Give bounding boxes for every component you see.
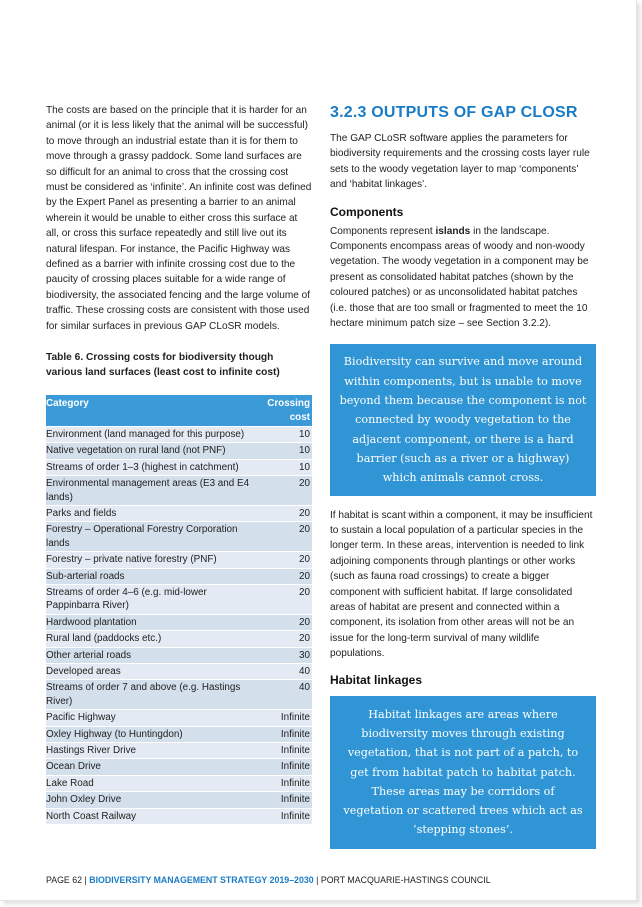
table-row [46, 476, 312, 506]
row-crossing-cost: 10 [258, 426, 312, 442]
row-category: Ocean Drive [46, 759, 258, 775]
row-category: Streams of order 1–3 (highest in catchment) [46, 459, 258, 475]
table-row [46, 614, 312, 630]
table-row [46, 647, 312, 663]
page-number: PAGE 62 [46, 875, 83, 885]
row-category: Pacific Highway [46, 710, 258, 726]
table-row [46, 443, 312, 459]
row-category: Forestry – private native forestry (PNF) [46, 552, 258, 568]
components-text-start: Components represent [330, 225, 436, 237]
row-crossing-cost: Infinite [258, 775, 312, 791]
row-crossing-cost: 40 [258, 664, 312, 680]
row-category: John Oxley Drive [46, 792, 258, 808]
table-row [46, 775, 312, 791]
table-header-row [46, 395, 312, 426]
row-category: Developed areas [46, 664, 258, 680]
table-row [46, 759, 312, 775]
row-crossing-cost: Infinite [258, 759, 312, 775]
components-text-end: in the landscape. Components encompass areas of woody and non-woody vegetation. The woody vegetation in a component may be present as consolidated habitat patches (shown by the coloured patches) or as unconsolidated habitat patches (i.e. those that are too small or fragmented to meet the 10 hectare minimum patch size – see Section 3.2.2). [330, 225, 589, 330]
page-footer [46, 875, 606, 885]
row-category: Other arterial roads [46, 647, 258, 663]
row-crossing-cost: Infinite [258, 743, 312, 759]
components-paragraph-2: If habitat is scant within a component, it may be insufficient to sustain a local population of a particular species in the longer term. In these areas, intervention is needed to link adjoining components through plantings or other works (such as fauna road crossings) to create a bigger component with sufficient habitat. If large consolidated areas of habitat are present and connected within a component, its isolation from other areas will not be an issue for the long-term survival of many wildlife populations. [330, 509, 593, 660]
row-category: Hardwood plantation [46, 614, 258, 630]
left-column [46, 103, 312, 824]
row-crossing-cost: 20 [258, 476, 312, 506]
row-category: Oxley Highway (to Huntingdon) [46, 726, 258, 742]
table-row [46, 631, 312, 647]
right-column [330, 103, 596, 849]
row-category: Forestry – Operational Forestry Corporation lands [46, 522, 258, 552]
row-category: Hastings River Drive [46, 743, 258, 759]
habitat-linkages-callout: Habitat linkages are areas where biodiversity moves through existing vegetation, that is not part of a patch, to get from habitat patch to habitat patch. These areas may be corridors of vegetation or scattered trees which act as ‘stepping stones’. [330, 696, 596, 849]
row-crossing-cost: 20 [258, 631, 312, 647]
intro-paragraph: The costs are based on the principle that it is harder for an animal (or it is less likely that the animal will be successful) to move through an industrial estate than it is for them to move through a grassy paddock. Some land surfaces are so difficult for an animal to cross that the crossing cost must be considered as ‘infinite’. An infinite cost was defined by the Expert Panel as presenting a barrier to an animal wherein it would be unable to either cross this surface at all, or cross this surface repeatedly and still live out its natural lifespan. For instance, the Pacific Highway was defined as a barrier with infinite crossing cost due to the paucity of crossing places suitable for a wide range of biodiversity, the associated fencing and the large volume of traffic. These crossing costs are consistent with those used for similar surfaces in previous GAP CLoSR models. [46, 105, 312, 332]
row-category: North Coast Railway [46, 808, 258, 824]
crossing-costs-table [46, 395, 312, 824]
row-crossing-cost: 20 [258, 568, 312, 584]
components-heading: Components [330, 204, 404, 219]
table-row [46, 568, 312, 584]
row-category: Lake Road [46, 775, 258, 791]
row-category: Sub-arterial roads [46, 568, 258, 584]
table-row [46, 459, 312, 475]
row-category: Native vegetation on rural land (not PNF) [46, 443, 258, 459]
section-heading: 3.2.3 OUTPUTS OF GAP CLOSR [330, 104, 578, 121]
row-category: Environmental management areas (E3 and E4 lands) [46, 476, 258, 506]
footer-separator: | [84, 875, 87, 885]
table-row [46, 743, 312, 759]
table-row [46, 792, 312, 808]
row-crossing-cost: 20 [258, 614, 312, 630]
table-row [46, 584, 312, 614]
row-crossing-cost: 20 [258, 505, 312, 521]
table-row [46, 680, 312, 710]
table-row [46, 710, 312, 726]
council-name: PORT MACQUARIE-HASTINGS COUNCIL [320, 875, 491, 885]
footer-separator: | [316, 875, 319, 885]
table-caption: Table 6. Crossing costs for biodiversity though various land surfaces (least cost to infinite cost) [46, 352, 280, 379]
document-title: BIODIVERSITY MANAGEMENT STRATEGY 2019–2030 [89, 875, 314, 885]
row-crossing-cost: 40 [258, 680, 312, 710]
islands-emphasis: islands [435, 225, 471, 237]
row-crossing-cost: 20 [258, 584, 312, 614]
row-crossing-cost: Infinite [258, 710, 312, 726]
table-row [46, 522, 312, 552]
table-row [46, 726, 312, 742]
row-category: Streams of order 7 and above (e.g. Hastings River) [46, 680, 258, 710]
row-category: Parks and fields [46, 505, 258, 521]
header-category: Category [46, 395, 258, 426]
header-crossing-cost: Crossing cost [258, 395, 312, 426]
row-crossing-cost: Infinite [258, 792, 312, 808]
row-crossing-cost: 10 [258, 443, 312, 459]
row-crossing-cost: Infinite [258, 726, 312, 742]
table-body [46, 426, 312, 824]
row-category: Streams of order 4–6 (e.g. mid-lower Pappinbarra River) [46, 584, 258, 614]
components-paragraph [330, 224, 596, 332]
row-crossing-cost: Infinite [258, 808, 312, 824]
table-row [46, 426, 312, 442]
row-crossing-cost: 20 [258, 552, 312, 568]
outputs-intro: The GAP CLoSR software applies the parameters for biodiversity requirements and the crossing costs layer rule sets to the woody vegetation layer to map ‘components’ and ‘habitat linkages’. [330, 133, 590, 191]
table-row [46, 808, 312, 824]
row-category: Rural land (paddocks etc.) [46, 631, 258, 647]
table-row [46, 505, 312, 521]
row-crossing-cost: 20 [258, 522, 312, 552]
row-category: Environment (land managed for this purpose) [46, 426, 258, 442]
components-callout: Biodiversity can survive and move around within components, but is unable to move beyond them because the component is not connected by woody vegetation to the adjacent component, or there is a hard barrier (such as a river or a highway) which animals cannot cross. [330, 344, 596, 495]
habitat-linkages-heading: Habitat linkages [330, 672, 423, 687]
table-row [46, 552, 312, 568]
row-crossing-cost: 10 [258, 459, 312, 475]
table-row [46, 664, 312, 680]
row-crossing-cost: 30 [258, 647, 312, 663]
